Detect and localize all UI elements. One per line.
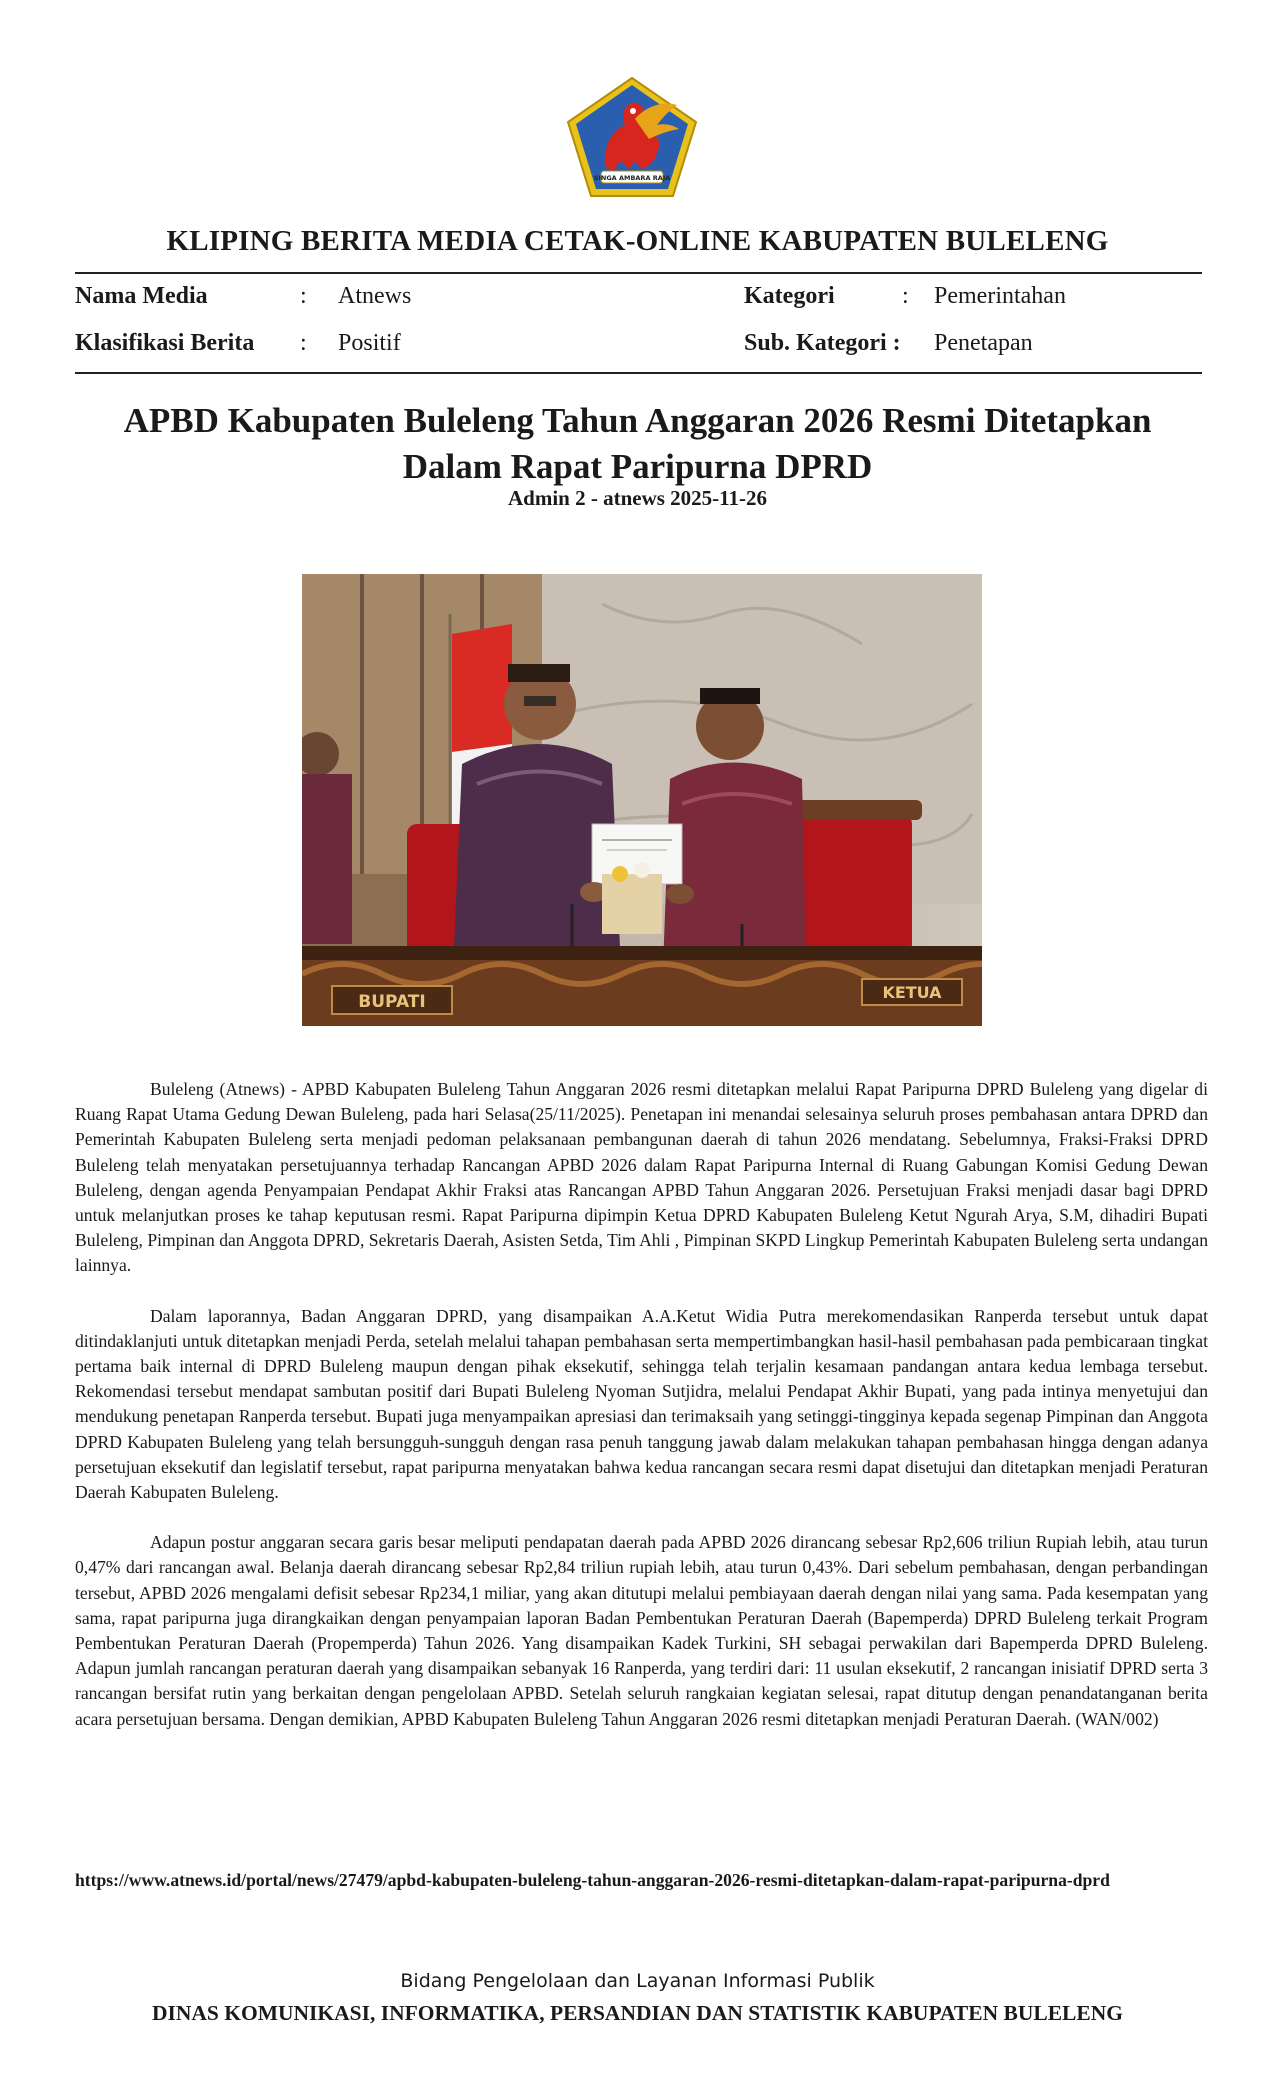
classification-colon: : [300, 330, 307, 356]
article-title-line1: APBD Kabupaten Buleleng Tahun Anggaran 2026 Resmi Ditetapkan [123, 401, 1152, 440]
article-body [75, 1077, 1208, 1757]
subcategory-label: Sub. Kategori : [744, 330, 901, 356]
article-paragraph-3: Adapun postur anggaran secara garis besar meliputi pendapatan daerah pada APBD 2026 dirancang sebesar Rp2,606 triliun Rupiah lebih, atau turun 0,47% dari rancangan awal. Belanja daerah dirancang sebesar Rp2,84 triliun rupiah lebih, atau turun 0,43%. Dari sebelum pembahasan, dengan perbandingan tersebut, APBD 2026 mengalami defisit sebesar Rp234,1 miliar, yang akan ditutupi melalui pembiayaan daerah dengan nilai yang sama. Pada kesempatan yang sama, rapat paripurna juga dirangkaikan dengan penyampaian laporan Badan Pembentukan Peraturan Daerah (Bapemperda) DPRD Buleleng terkait Program Pembentukan Peraturan Daerah (Propemperda) Tahun 2026. Yang disampaikan Kadek Turkini, SH sebagai perwakilan dari Bapemperda DPRD Buleleng. Adapun jumlah rancangan peraturan daerah yang disampaikan sebanyak 16 Ranperda, yang terdiri dari: 11 usulan eksekutif, 2 rancangan inisiatif DPRD serta 3 rancangan bersifat rutin yang berkaitan dengan pengelolaan APBD. Setelah seluruh rangkaian kegiatan selesai, rapat ditutup dengan penandatanganan berita acara persetujuan bersama. Dengan demikian, APBD Kabupaten Buleleng Tahun Anggaran 2026 resmi ditetapkan menjadi Peraturan Daerah. (WAN/002) [75, 1532, 1208, 1729]
article-paragraph-2: Dalam laporannya, Badan Anggaran DPRD, yang disampaikan A.A.Ketut Widia Putra merekomendasikan Ranperda tersebut untuk dapat ditindaklanjuti untuk ditetapkan menjadi Perda, setelah melalui tahapan pembahasan serta mempertimbangkan hasil-hasil pembahasan pada pembicaraan tingkat pertama baik internal di DPRD Buleleng maupun dengan pihak eksekutif, sehingga telah terjalin kesamaan pandangan antara kedua lembaga tersebut. Rekomendasi tersebut mendapat sambutan positif dari Bupati Buleleng Nyoman Sutjidra, melalui Pendapat Akhir Bupati, yang pada intinya menyetujui dan mendukung penetapan Ranperda tersebut. Bupati juga menyampaikan apresiasi dan terimaksaih yang setinggi-tingginya kepada segenap Pimpinan dan Anggota DPRD Kabupaten Buleleng yang telah bersungguh-sungguh dengan rasa penuh tanggung jawab dalam melakukan tahapan pembahasan hingga dengan adanya persetujuan eksekutif dan legislatif tersebut, rapat paripurna menyatakan bahwa kedua rancangan secara resmi dapat disetujui dan ditetapkan menjadi Peraturan Daerah Kabupaten Buleleng. [75, 1305, 1208, 1503]
media-name-value: Atnews [338, 283, 412, 309]
category-value: Pemerintahan [934, 283, 1066, 309]
emblem-motto: SINGA AMBARA RAJA [593, 174, 671, 182]
category-label: Kategori [744, 283, 835, 309]
header-divider-bottom [75, 372, 1202, 374]
header-divider-top [75, 272, 1202, 274]
article-title [75, 398, 1200, 490]
footer-agency: DINAS KOMUNIKASI, INFORMATIKA, PERSANDIAN DAN STATISTIK KABUPATEN BULELENG [151, 2001, 1123, 2025]
classification-value: Positif [338, 330, 401, 356]
article-source-url: https://www.atnews.id/portal/news/27479/apbd-kabupaten-buleleng-tahun-anggaran-2026-resmi-ditetapkan-dalam-rapat-paripurna-dprd [75, 1870, 1110, 1890]
article-title-line2: Dalam Rapat Paripurna DPRD [402, 447, 873, 486]
subcategory-value: Penetapan [934, 330, 1033, 356]
article-photo [302, 574, 982, 1026]
footer-division: Bidang Pengelolaan dan Layanan Informasi Publik [400, 1970, 875, 1992]
media-name-colon: : [300, 283, 307, 309]
handover-ceremony-photo [302, 574, 982, 1026]
buleleng-emblem-logo [565, 75, 699, 199]
media-name-label: Nama Media [75, 283, 208, 309]
clipping-header-title: KLIPING BERITA MEDIA CETAK-ONLINE KABUPATEN BULELENG [166, 225, 1109, 257]
classification-label: Klasifikasi Berita [75, 330, 255, 356]
category-colon: : [902, 283, 909, 309]
article-byline: Admin 2 - atnews 2025-11-26 [507, 486, 767, 510]
bupati-nameplate: BUPATI [358, 992, 426, 1012]
singa-ambara-raja-emblem-icon [565, 75, 699, 199]
ketua-nameplate: KETUA [882, 983, 942, 1002]
article-paragraph-1: Buleleng (Atnews) - APBD Kabupaten Buleleng Tahun Anggaran 2026 resmi ditetapkan melalui Rapat Paripurna DPRD Buleleng yang digelar di Ruang Rapat Utama Gedung Dewan Buleleng, pada hari Selasa(25/11/2025). Penetapan ini menandai selesainya seluruh proses pembahasan antara DPRD dan Pemerintah Kabupaten Buleleng serta menjadi pedoman pelaksanaan pembangunan daerah di tahun 2026 mendatang. Sebelumnya, Fraksi-Fraksi DPRD Buleleng telah menyatakan persetujuannya terhadap Rancangan APBD 2026 dalam Rapat Paripurna Internal di Ruang Gabungan Komisi Gedung Dewan Buleleng, dengan agenda Penyampaian Pendapat Akhir Fraksi atas Rancangan APBD Tahun Anggaran 2026. Persetujuan Fraksi menjadi dasar bagi DPRD untuk melanjutkan proses ke tahap keputusan resmi. Rapat Paripurna dipimpin Ketua DPRD Kabupaten Buleleng Ketut Ngurah Arya, S.M, dihadiri Bupati Buleleng, Pimpinan dan Anggota DPRD, Sekretaris Daerah, Asisten Setda, Tim Ahli , Pimpinan SKPD Lingkup Pemerintah Kabupaten Buleleng serta undangan lainnya. [75, 1079, 1208, 1276]
